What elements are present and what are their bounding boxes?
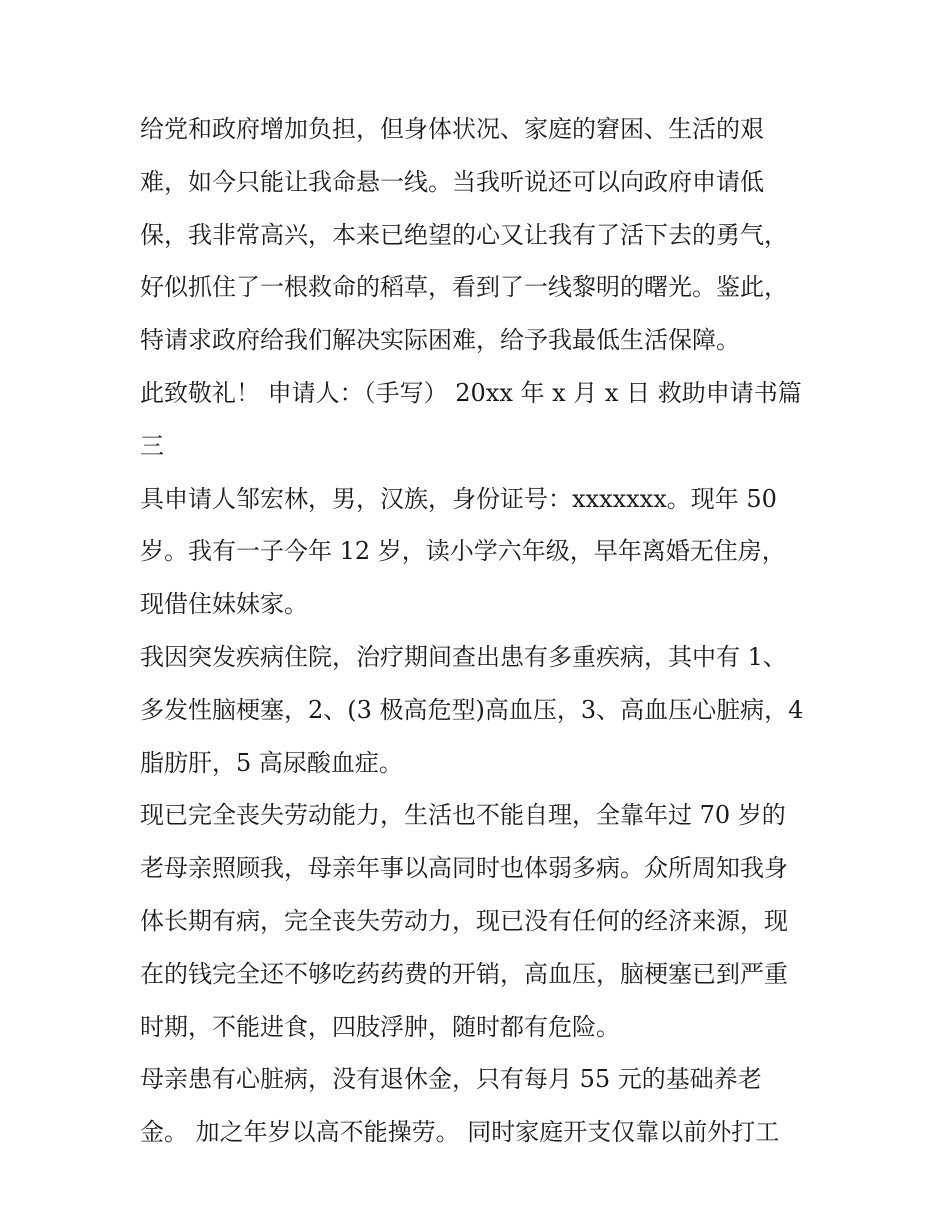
text-line: 三 — [140, 431, 164, 460]
text-line: 多发性脑梗塞，2、(3 极高危型)高血压，3、高血压心脏病，4 — [140, 695, 804, 724]
text-line: 具申请人邹宏林，男，汉族，身份证号：xxxxxxx。现年 50 — [140, 484, 777, 513]
document-body — [140, 103, 820, 1159]
text-line: 保，我非常高兴，本来已绝望的心又让我有了活下去的勇气， — [140, 220, 788, 249]
text-line: 难，如今只能让我命悬一线。当我听说还可以向政府申请低 — [140, 167, 764, 196]
text-line: 在的钱完全还不够吃药药费的开销，高血压，脑梗塞已到严重 — [140, 959, 788, 988]
text-line: 我因突发疾病住院，治疗期间查出患有多重疾病，其中有 1、 — [140, 642, 787, 671]
text-line: 现已完全丧失劳动能力，生活也不能自理，全靠年过 70 岁的 — [140, 801, 786, 830]
text-line: 给党和政府增加负担，但身体状况、家庭的窘困、生活的艰 — [140, 115, 764, 143]
text-line: 母亲患有心脏病，没有退休金，只有每月 55 元的基础养老 — [140, 1065, 762, 1094]
text-line: 时期，不能进食，四肢浮肿，随时都有危险。 — [140, 1012, 620, 1041]
text-line: 体长期有病，完全丧失劳动力，现已没有任何的经济来源，现 — [140, 906, 788, 935]
text-line: 老母亲照顾我，母亲年事以高同时也体弱多病。众所周知我身 — [140, 854, 788, 883]
text-line: 特请求政府给我们解决实际困难，给予我最低生活保障。 — [140, 326, 740, 355]
text-line: 岁。我有一子今年 12 岁，读小学六年级，早年离婚无住房， — [140, 537, 786, 566]
text-line: 脂肪肝，5 高尿酸血症。 — [140, 748, 403, 777]
text-line: 现借住妹妹家。 — [140, 590, 308, 619]
text-line: 此致敬礼！ 申请人：（手写） 20xx 年 x 月 x 日 救助申请书篇 — [140, 378, 802, 407]
text-line: 金。 加之年岁以高不能操劳。 同时家庭开支仅靠以前外打工 — [140, 1118, 780, 1147]
text-line: 好似抓住了一根救命的稻草，看到了一线黎明的曙光。鉴此， — [140, 273, 788, 302]
